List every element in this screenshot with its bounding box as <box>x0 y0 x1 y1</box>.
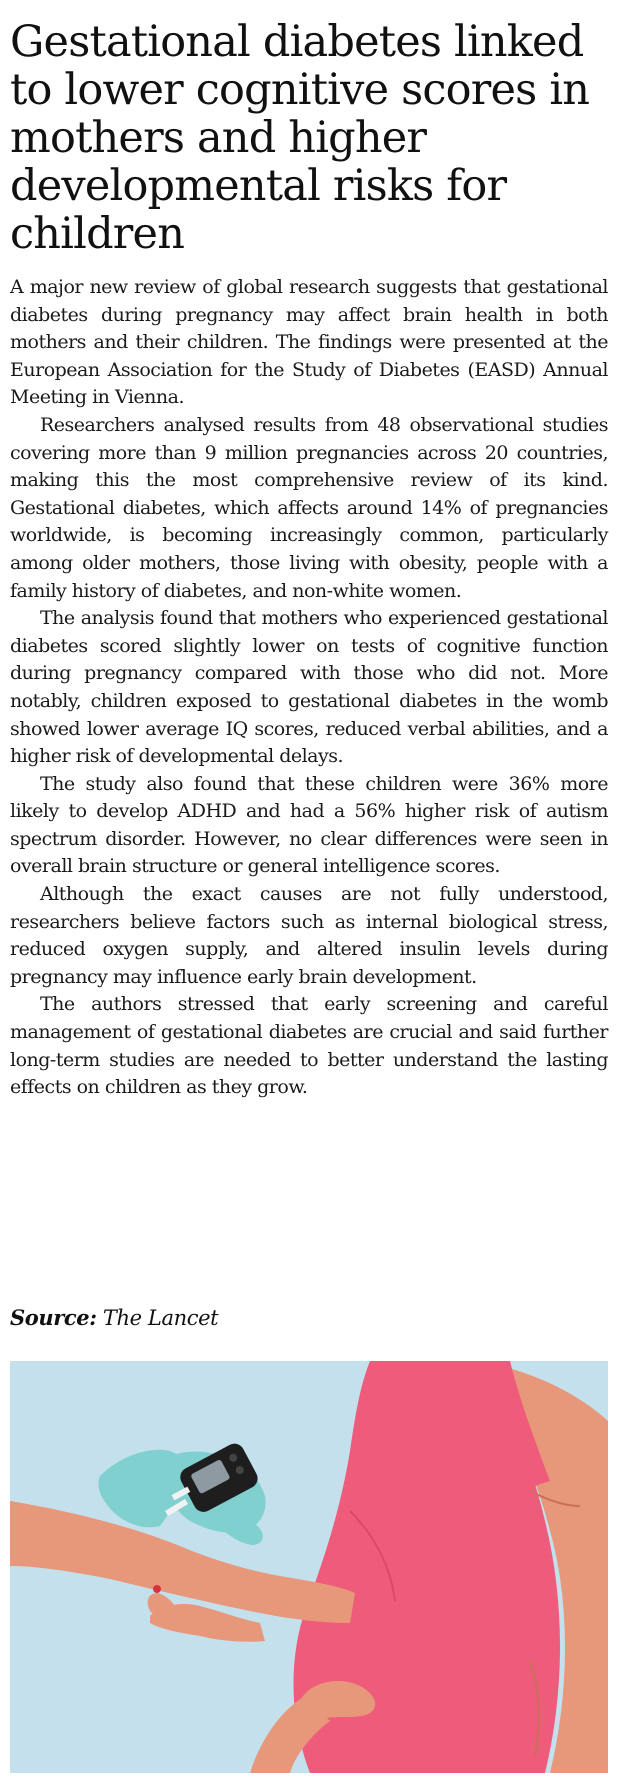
paragraph-methods: Researchers analysed results from 48 observational studies covering more than 9 million pregnancies across 20 countries, making this the most comprehensive review of its kind. Gestational diabetes, which affects around 14% of pregnancies worldwide, is becoming increasingly common, particularly among older mothers, those living with obesity, people with a family history of diabetes, and non-white women. <box>10 413 608 602</box>
pregnancy-glucose-test-illustration <box>10 1361 608 1773</box>
paragraph-conclusion: The authors stressed that early screening and careful management of gestational diabetes are crucial and said further long-term studies are needed to better understand the lasting effects on children as they grow. <box>10 993 608 1099</box>
illustration <box>10 1361 608 1773</box>
paragraph-risks: The study also found that these children were 36% more likely to develop ADHD and had a 56% higher risk of autism spectrum disorder. However, no clear differences were seen in overall brain structure or general intelligence scores. <box>10 772 608 878</box>
source-name: The Lancet <box>102 1306 219 1330</box>
headline: Gestational diabetes linked to lower cognitive scores in mothers and higher developmental risks for children <box>10 17 590 259</box>
paragraph-findings: The analysis found that mothers who experienced gestational diabetes scored slightly lower on tests of cognitive function during pregnancy compared with those who did not. More notably, children exposed to gestational diabetes in the womb showed lower average IQ scores, reduced verbal abilities, and a higher risk of developmental delays. <box>10 607 608 768</box>
article-body <box>10 274 608 1102</box>
blood-drop-icon <box>153 1585 161 1593</box>
article <box>10 18 608 1102</box>
paragraph-intro: A major new review of global research suggests that gestational diabetes during pregnancy may affect brain health in both mothers and their children. The findings were presented at the European Association for the Study of Diabetes (EASD) Annual Meeting in Vienna. <box>10 276 608 409</box>
source-credit <box>10 1304 218 1332</box>
source-label: Source: <box>10 1305 97 1330</box>
paragraph-causes: Although the exact causes are not fully understood, researchers believe factors such as internal biological stress, reduced oxygen supply, and altered insulin levels during pregnancy may influence early brain development. <box>10 883 608 988</box>
